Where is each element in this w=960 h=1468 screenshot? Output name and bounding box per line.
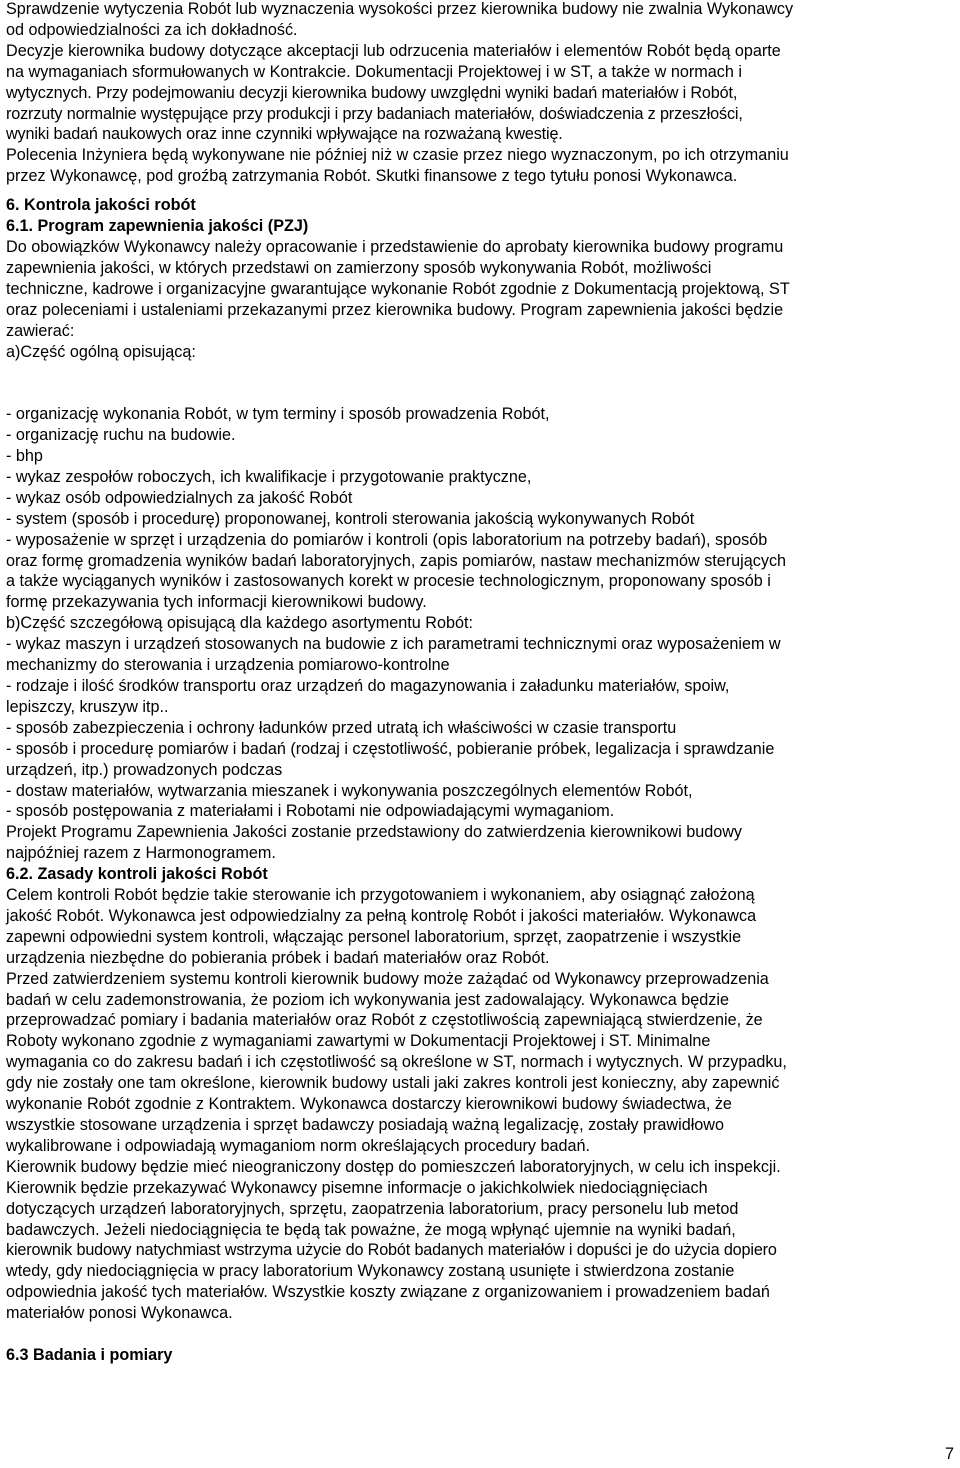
- list-item: - dostaw materiałów, wytwarzania mieszanek i wykonywania poszczególnych elementów Robót,: [6, 781, 693, 800]
- text-line: zapewnienia jakości, w których przedstawi on zamierzony sposób wykonywania Robót, możliwości: [6, 258, 712, 277]
- text-line: Decyzje kierownika budowy dotyczące akceptacji lub odrzucenia materiałów i elementów Robót będą oparte: [6, 41, 781, 60]
- text-line: Do obowiązków Wykonawcy należy opracowanie i przedstawienie do aprobaty kierownika budowy programu: [6, 237, 784, 256]
- list-item: - organizację ruchu na budowie.: [6, 426, 236, 445]
- list-item: - sposób zabezpieczenia i ochrony ładunków przed utratą ich właściwości w czasie transportu: [6, 718, 677, 737]
- list-item: - wyposażenie w sprzęt i urządzenia do pomiarów i kontroli (opis laboratorium na potrzeby badań), sposób: [6, 530, 768, 549]
- text-line: na wymaganiach sformułowanych w Kontrakcie. Dokumentacji Projektowej i w ST, a także w normach i: [6, 62, 742, 81]
- text-line: a)Część ogólną opisującą:: [6, 342, 196, 361]
- text-line: zawierać:: [6, 321, 75, 340]
- list-item: - sposób postępowania z materiałami i Robotami nie odpowiadającymi wymaganiom.: [6, 802, 615, 821]
- text-line: przeprowadzać pomiary i badania materiałów oraz Robót z częstotliwością zapewniającą stwierdzenie, że: [6, 1011, 763, 1030]
- text-line: badawczych. Jeżeli niedociągnięcia te będą tak poważne, że mogą wpłynąć ujemnie na wyniki badań,: [6, 1220, 736, 1239]
- list-item: - sposób i procedurę pomiarów i badań (rodzaj i częstotliwość, pobieranie próbek, legalizacja i sprawdzanie: [6, 739, 775, 758]
- text-line: od odpowiedzialności za ich dokładność.: [6, 20, 298, 39]
- text-line: Kierownik budowy będzie mieć nieograniczony dostęp do pomieszczeń laboratoryjnych, w celu ich inspekcji.: [6, 1157, 781, 1176]
- list-item: lepiszczy, kruszyw itp..: [6, 697, 169, 716]
- text-line: materiałów ponosi Wykonawca.: [6, 1304, 233, 1323]
- text-line: kierownik budowy natychmiast wstrzyma użycie do Robót badanych materiałów i dopuści je do użycia dopiero: [6, 1241, 777, 1260]
- text-line: rozrzuty normalnie występujące przy produkcji i przy badaniach materiałów, doświadczenia z przeszłości,: [6, 104, 743, 123]
- section-heading-6: 6. Kontrola jakości robót: [6, 196, 196, 215]
- text-line: Kierownik będzie przekazywać Wykonawcy pisemne informacje o jakichkolwiek niedociągnięciach: [6, 1178, 708, 1197]
- paragraph-block-4: [6, 885, 956, 1324]
- text-line: wykalibrowane i odpowiadają wymaganiom norm określających procedury badań.: [6, 1136, 590, 1155]
- list-item: urządzeń, itp.) prowadzonych podczas: [6, 760, 283, 779]
- text-line: techniczne, kadrowe i organizacyjne gwarantujące wykonanie Robót zgodnie z Dokumentacją projektową, ST: [6, 279, 790, 298]
- paragraph-block-3: [6, 404, 956, 864]
- list-item: a także wyciąganych wyników i zastosowanych korekt w procesie technologicznym, proponowany sposób i: [6, 572, 771, 591]
- list-item: formę przekazywania tych informacji kierownikowi budowy.: [6, 593, 427, 612]
- list-item: mechanizmy do sterowania i urządzenia pomiarowo-kontrolne: [6, 656, 450, 675]
- text-line: dotyczących urządzeń laboratoryjnych, sprzętu, zaopatrzenia laboratorium, pracy personelu lub metod: [6, 1199, 739, 1218]
- text-line: Sprawdzenie wytyczenia Robót lub wyznaczenia wysokości przez kierownika budowy nie zwalnia Wykonawcy: [6, 0, 794, 18]
- text-line: odpowiednia jakość tych materiałów. Wszystkie koszty związane z organizowaniem i prowadzeniem badań: [6, 1283, 770, 1302]
- paragraph-block-1: [6, 0, 956, 187]
- section-heading-6-2: 6.2. Zasady kontroli jakości Robót: [6, 865, 268, 884]
- page-number: 7: [944, 1445, 954, 1463]
- section-heading-6-3: 6.3 Badania i pomiary: [6, 1345, 173, 1364]
- list-item: - organizację wykonania Robót, w tym terminy i sposób prowadzenia Robót,: [6, 405, 550, 424]
- text-line: wymagania co do zakresu badań i ich częstotliwość są określone w ST, normach i wytycznych. W przypadku,: [6, 1053, 787, 1072]
- list-item: - wykaz maszyn i urządzeń stosowanych na budowie z ich parametrami technicznymi oraz wyposażeniem w: [6, 635, 781, 654]
- text-line: wyniki badań naukowych oraz inne czynniki wpływające na rozważaną kwestię.: [6, 125, 563, 144]
- text-line: badań w celu zademonstrowania, że poziom ich wykonywania jest zadowalający. Wykonawca będzie: [6, 990, 729, 1009]
- text-line: jakość Robót. Wykonawca jest odpowiedzialny za pełną kontrolę Robót i jakości materiałów. Wykonawca: [6, 906, 757, 925]
- text-line: najpóźniej razem z Harmonogramem.: [6, 844, 276, 863]
- list-item: - bhp: [6, 447, 43, 465]
- list-item: oraz formę gromadzenia wyników badań laboratoryjnych, zapis pomiarów, nastaw mechanizmów sterujących: [6, 551, 787, 570]
- text-line: zapewni odpowiedni system kontroli, włączając personel laboratorium, sprzęt, zaopatrzenie i wszystkie: [6, 927, 742, 946]
- text-line: oraz poleceniami i ustaleniami przekazanymi przez kierownika budowy. Program zapewnienia jakości będzie: [6, 300, 784, 319]
- list-item: - system (sposób i procedurę) proponowanej, kontroli sterowania jakością wykonywanych Robót: [6, 509, 695, 528]
- text-line: wykonanie Robót zgodnie z Kontraktem. Wykonawca dostarczy kierownikowi budowy świadectwa, że: [6, 1095, 732, 1114]
- paragraph-block-2: [6, 237, 956, 362]
- text-line: Projekt Programu Zapewnienia Jakości zostanie przedstawiony do zatwierdzenia kierownikowi budowy: [6, 823, 742, 842]
- section-heading-6-1: 6.1. Program zapewnienia jakości (PZJ): [6, 217, 309, 236]
- text-line: wytycznych. Przy podejmowaniu decyzji kierownika budowy uwzględni wyniki badań materiałów i Robót,: [6, 83, 738, 102]
- text-line: przez Wykonawcę, pod groźbą zatrzymania Robót. Skutki finansowe z tego tytułu ponosi Wykonawca.: [6, 167, 738, 186]
- document-page: [6, 0, 956, 1366]
- text-line: Celem kontroli Robót będzie takie sterowanie ich przygotowaniem i wykonaniem, aby osiągnąć założoną: [6, 886, 755, 905]
- text-line: Przed zatwierdzeniem systemu kontroli kierownik budowy może zażądać od Wykonawcy przeprowadzenia: [6, 969, 769, 988]
- list-item: - wykaz zespołów roboczych, ich kwalifikacje i przygotowanie praktyczne,: [6, 467, 532, 486]
- text-line: Polecenia Inżyniera będą wykonywane nie później niż w czasie przez niego wyznaczonym, po ich otrzymaniu: [6, 146, 789, 165]
- list-item: - wykaz osób odpowiedzialnych za jakość Robót: [6, 488, 353, 507]
- list-item: b)Część szczegółową opisującą dla każdego asortymentu Robót:: [6, 614, 473, 633]
- text-line: Roboty wykonano zgodnie z wymaganiami zawartymi w Dokumentacji Projektowej i ST. Minimalne: [6, 1032, 711, 1051]
- text-line: gdy nie zostały one tam określone, kierownik budowy ustali jaki zakres kontroli jest konieczny, aby zapewnić: [6, 1074, 780, 1093]
- text-line: urządzenia niezbędne do pobierania próbek i badań materiałów oraz Robót.: [6, 948, 550, 967]
- text-line: wtedy, gdy niedociągnięcia w pracy laboratorium Wykonawcy zostaną usunięte i stwierdzona zostanie: [6, 1262, 735, 1281]
- text-line: wszystkie stosowane urządzenia i sprzęt badawczy posiadają ważną legalizację, zostały prawidłowo: [6, 1116, 725, 1134]
- list-item: - rodzaje i ilość środków transportu oraz urządzeń do magazynowania i załadunku materiałów, spoiw,: [6, 676, 730, 695]
